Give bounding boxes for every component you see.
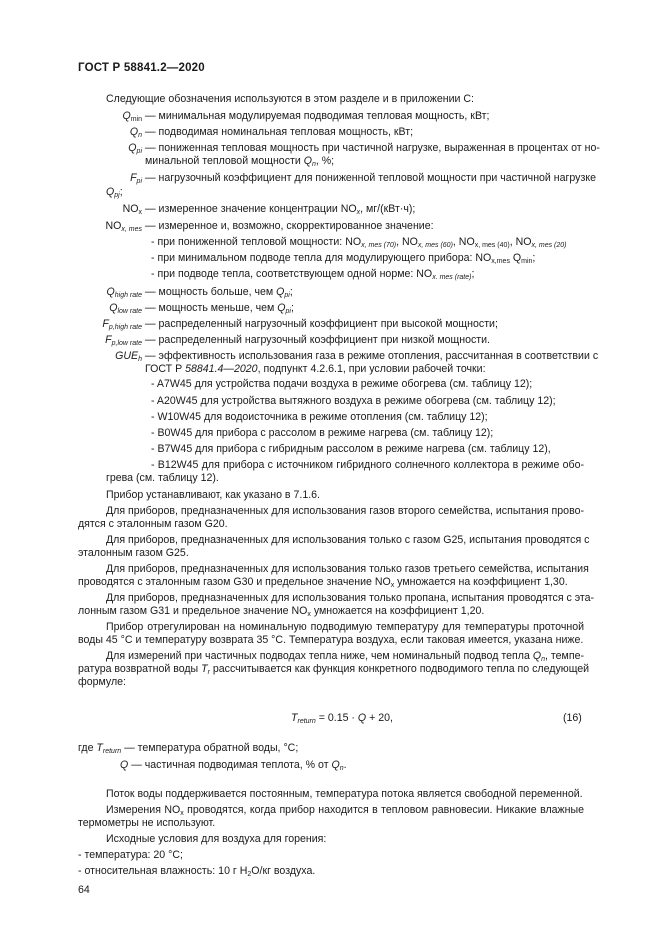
para-partial-line3: формуле: [78, 676, 126, 688]
symbol-qhigh: $Q_{high rate}$ [106, 286, 142, 299]
tail-temperature: - температура: 20 °С; [78, 849, 183, 861]
tail-humidity: - относительная влажность: 10 г $H_2O/кг$ воздуха. [78, 865, 316, 878]
para-g30-line1: Для приборов, предназначенных для использования только газов третьего семейства, испытания [106, 563, 589, 575]
para-install: Прибор устанавливают, как указано в 7.1.6. [106, 489, 321, 501]
symbol-flow: $F_{p,low rate}$ [105, 334, 142, 347]
formula-number: (16) [563, 712, 582, 724]
document-header: ГОСТ Р 58841.2—2020 [78, 62, 205, 74]
def-fhigh: — распределенный нагрузочный коэффициент при высокой мощности; [145, 318, 498, 330]
list-item: - A20W45 для устройства вытяжного воздуха в режиме обогрева (см. таблицу 12); [151, 395, 556, 407]
def-nox: — измеренное значение концентрации $NO_x$, мг/(кВт·ч); [145, 203, 416, 216]
def-qn: — подводимая номинальная тепловая мощность, кВт; [145, 126, 414, 138]
symbol-qn: $Q_n$ [129, 126, 142, 139]
list-item: - B12W45 для прибора с источником гибридного солнечного коллектора в режиме обо- [151, 459, 584, 471]
para-g30-line2: проводятся с эталонным газом G30 и предельное значение $NO_x$ умножается на коэффициент 1,30. [78, 576, 568, 589]
symbol-qlow: $Q_{low rate}$ [109, 302, 142, 315]
noxmes-bullet-3: - при подводе тепла, соответствующем одной норме: $NO_{x. mes (rate)}$; [151, 268, 475, 281]
tail-flow: Поток воды поддерживается постоянным, температура потока является свободной переменной. [106, 788, 583, 800]
list-item: - B7W45 для прибора с гибридным рассолом в режиме нагрева (см. таблицу 12), [151, 443, 551, 455]
page-number: 64 [78, 884, 90, 896]
para-g31-line1: Для приборов, предназначенных для использования только пропана, испытания проводятся с эта- [106, 592, 595, 604]
para-temp-line1: Прибор отрегулирован на номинальную подводимую температуру для температуры проточной [106, 621, 584, 633]
para-temp-line2: воды 45 °С и температуру возврата 35 °С. Температура воздуха, если таковая имеется, указана ниже. [78, 634, 584, 646]
def-fpi-line2: $Q_{pj}$; [106, 186, 123, 199]
def-gue-line2: ГОСТ Р 58841.4—2020, подпункт 4.2.6.1, при условии рабочей точки: [145, 363, 486, 375]
list-item: - B0W45 для прибора с рассолом в режиме нагрева (см. таблицу 12); [151, 427, 494, 439]
where-line1: где $T_{return}$ — температура обратной воды, °С; [78, 742, 299, 755]
noxmes-bullet-1: - при пониженной тепловой мощности: $NO_{x, mes (70)}$, $NO_{x, mes (60)}$, $NO_{x, mes (40)}$, $NO_{x, mes (20)}$ [151, 236, 567, 249]
symbol-qpi: $Q_{pi}$ [128, 142, 142, 155]
symbol-nox: $NO_x$ [122, 203, 142, 216]
symbol-gue: $GUE_h$ [115, 350, 142, 363]
symbol-qmin: $Q_{min}$ [122, 110, 142, 123]
def-qpi-line2: минальной тепловой мощности $Q_n$, %; [145, 155, 335, 168]
para-g20-line2: дятся с эталонным газом G20. [78, 518, 228, 530]
def-qmin: — минимальная модулируемая подводимая тепловая мощность, кВт; [145, 110, 490, 122]
def-qlow: — мощность меньше, чем $Q_{pi}$; [145, 302, 294, 315]
tail-conditions: Исходные условия для воздуха для горения: [106, 833, 327, 845]
tail-nox-line2: термометры не используют. [78, 817, 216, 829]
def-qhigh: — мощность больше, чем $Q_{pi}$; [145, 286, 293, 299]
where-line2: Q — частичная подводимая теплота, % от $Q_n$. [120, 759, 347, 772]
def-noxmes: — измеренное и, возможно, скорректированное значение: [145, 220, 434, 232]
para-g20-line1: Для приборов, предназначенных для использования газов второго семейства, испытания прово- [106, 505, 584, 517]
symbol-noxmes: $NO_{x, mes}$ [105, 220, 142, 233]
symbol-fpi: $F_{pi}$ [130, 172, 142, 185]
list-item-cont: грева (см. таблицу 12). [106, 472, 219, 484]
intro-line: Следующие обозначения используются в этом разделе и в приложении С: [106, 93, 474, 105]
noxmes-bullet-2: - при минимальном подводе тепла для модулирующего прибора: $NO_{x,mes}$ $Q_{min}$; [151, 252, 536, 265]
def-qpi-line1: — пониженная тепловая мощность при частичной нагрузке, выраженная в процентах от но- [145, 142, 600, 154]
def-fpi-line1: — нагрузочный коэффициент для пониженной тепловой мощности при частичной нагрузке [145, 172, 596, 184]
para-partial-line2: ратура возвратной воды $T_r$ рассчитывается как функция конкретного подводимого тепла по следующей [78, 663, 590, 676]
symbol-fhigh: $F_{p,high rate}$ [102, 318, 142, 331]
def-flow: — распределенный нагрузочный коэффициент при низкой мощности. [145, 334, 490, 346]
tail-nox-line1: Измерения $NO_x$ проводятся, когда прибор находится в тепловом равновесии. Никакие влажные [106, 804, 584, 817]
list-item: - W10W45 для водоисточника в режиме отопления (см. таблицу 12); [151, 411, 488, 423]
para-g25-line2: эталонным газом G25. [78, 547, 189, 559]
formula-16: $T_{return} = 0.15 \cdot Q + 20$, [291, 712, 393, 725]
list-item: - A7W45 для устройства подачи воздуха в режиме обогрева (см. таблицу 12); [151, 378, 533, 390]
para-g31-line2: лонным газом G31 и предельное значение $NO_x$ умножается на коэффициент 1,20. [78, 605, 485, 618]
para-partial-line1: Для измерений при частичных подводах тепла ниже, чем номинальный подвод тепла $Q_n$, темпе- [106, 650, 584, 663]
para-g25-line1: Для приборов, предназначенных для использования только с газом G25, испытания проводятся с [106, 534, 590, 546]
def-gue-line1: — эффективность использования газа в режиме отопления, рассчитанная в соответствии с [145, 350, 599, 362]
